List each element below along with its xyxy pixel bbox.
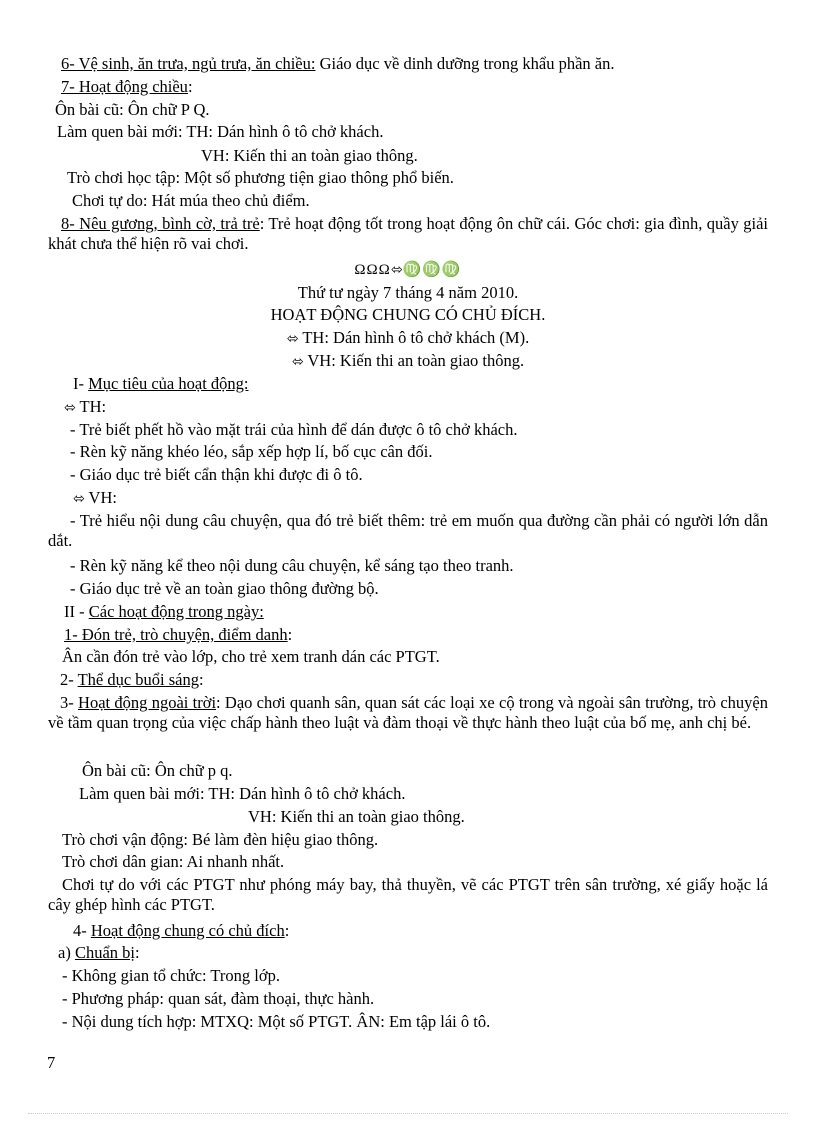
preparation-colon: : xyxy=(135,943,140,962)
objectives-th-label xyxy=(64,397,106,418)
objectives-th-1: - Trẻ biết phết hồ vào mặt trái của hình để dán được ô tô chở khách. xyxy=(70,420,518,439)
activities-heading-text: Các hoạt động trong ngày: xyxy=(88,602,264,621)
day-date: Thứ tư ngày 7 tháng 4 năm 2010. xyxy=(297,283,519,302)
activity-3-title: Hoạt động ngoài trời xyxy=(78,693,217,712)
objectives-th-text: TH: xyxy=(75,397,107,416)
section-6-heading: 6- Vệ sinh, ăn trưa, ngủ trưa, ăn chiều: xyxy=(61,54,316,73)
outdoor-new-lesson: Làm quen bài mới: TH: Dán hình ô tô chở khách. xyxy=(79,784,406,803)
outdoor-free-play: Chơi tự do với các PTGT như phóng máy bay, thả thuyền, vẽ các PTGT trên sân trường, xé giấy hoặc lá cây ghép hình các PTGT. xyxy=(48,875,768,914)
objectives-vh-1: - Trẻ hiểu nội dung câu chuyện, qua đó trẻ biết thêm: trẻ em muốn qua đường cần phải có người lớn dẫn dắt. xyxy=(48,511,768,550)
section-8 xyxy=(48,214,768,254)
outdoor-review: Ôn bài cũ: Ôn chữ p q. xyxy=(82,761,233,780)
afternoon-free-play: Chơi tự do: Hát múa theo chủ điểm. xyxy=(72,191,310,210)
preparation-1: - Không gian tổ chức: Trong lớp. xyxy=(62,966,280,985)
page-bottom-divider xyxy=(28,1113,788,1114)
section-8-text: : Trẻ hoạt động tốt trong hoạt động ôn chữ cái. Góc chơi: gia đình, quầy giải khát chưa thể hiện rõ vai chơi. xyxy=(48,214,769,253)
activity-4-number: 4- xyxy=(73,921,91,940)
objectives-th-3: - Giáo dục trẻ biết cẩn thận khi được đi ô tô. xyxy=(70,465,363,484)
objectives-heading xyxy=(73,374,249,394)
virgo-symbols: ♍♍♍ xyxy=(402,262,462,278)
double-arrow-icon: ⬄ xyxy=(286,331,299,347)
activities-heading-number: II - xyxy=(64,602,89,621)
activity-1-heading xyxy=(64,625,292,645)
preparation-title: Chuẩn bị xyxy=(74,943,135,962)
section-7 xyxy=(61,77,193,97)
afternoon-learning-game: Trò chơi học tập: Một số phương tiện giao thông phổ biến. xyxy=(67,168,454,187)
section-6-text: Giáo dục về dinh dưỡng trong khẩu phần ăn. xyxy=(315,54,615,73)
objectives-vh-text: VH: xyxy=(84,488,117,507)
activity-1-colon: : xyxy=(287,625,293,644)
double-arrow-icon: ⬄ xyxy=(73,491,85,507)
section-8-heading: 8- Nêu gương, bình cờ, trả trẻ xyxy=(61,214,260,233)
activity-2-heading xyxy=(60,670,204,690)
outdoor-new-lesson-vh: VH: Kiến thi an toàn giao thông. xyxy=(248,807,465,826)
omega-symbols: ΩΩΩ xyxy=(354,262,391,278)
activity-2-colon: : xyxy=(199,670,204,689)
double-arrow-icon: ⬄ xyxy=(64,400,76,416)
section-7-heading: 7- Hoạt động chiều xyxy=(61,77,188,96)
day-th-text: TH: Dán hình ô tô chở khách (M). xyxy=(298,328,530,347)
outdoor-motor-game: Trò chơi vận động: Bé làm đèn hiệu giao thông. xyxy=(62,830,379,849)
activity-3-number: 3- xyxy=(60,693,79,712)
day-vh xyxy=(0,351,816,372)
double-arrow-icon: ⬄ xyxy=(291,354,304,370)
objectives-th-2: - Rèn kỹ năng khéo léo, sắp xếp hợp lí, bố cục cân đối. xyxy=(70,442,433,461)
preparation-2: - Phương pháp: quan sát, đàm thoại, thực hành. xyxy=(62,989,375,1008)
objectives-vh-label xyxy=(73,488,117,509)
activity-2-number: 2- xyxy=(60,670,78,689)
activities-heading xyxy=(64,602,264,622)
activity-1-title: 1- Đón trẻ, trò chuyện, điểm danh xyxy=(64,625,288,644)
day-th xyxy=(0,328,816,349)
activity-4-colon: : xyxy=(284,921,290,940)
preparation-heading xyxy=(58,943,140,963)
day-vh-text: VH: Kiến thi an toàn giao thông. xyxy=(303,351,525,370)
double-arrow-icon: ⬄ xyxy=(390,262,403,278)
afternoon-new-lesson-vh: VH: Kiến thi an toàn giao thông. xyxy=(201,146,418,165)
activity-1-text: Ân cần đón trẻ vào lớp, cho trẻ xem tranh dán các PTGT. xyxy=(62,647,440,666)
section-7-colon: : xyxy=(187,77,193,96)
afternoon-new-lesson: Làm quen bài mới: TH: Dán hình ô tô chở khách. xyxy=(57,122,384,141)
symbol-divider xyxy=(0,259,816,280)
activity-3 xyxy=(48,693,768,733)
preparation-3: - Nội dung tích hợp: MTXQ: Một số PTGT. ÂN: Em tập lái ô tô. xyxy=(62,1012,491,1031)
page-number: 7 xyxy=(47,1053,56,1072)
objectives-heading-text: Mục tiêu của hoạt động: xyxy=(88,374,249,393)
outdoor-folk-game: Trò chơi dân gian: Ai nhanh nhất. xyxy=(62,852,285,871)
activity-3-text: : Dạo chơi quanh sân, quan sát các loại xe cộ trong và ngoài sân trường, trò chuyện về tầm quan trọng của việc chấp hành theo luật và đàm thoại về thực hành theo luật của bố mẹ, anh chị bé. xyxy=(48,693,768,732)
activity-2-title: Thể dục buổi sáng xyxy=(77,670,200,689)
afternoon-review: Ôn bài cũ: Ôn chữ P Q. xyxy=(55,100,210,119)
day-title: HOẠT ĐỘNG CHUNG CÓ CHỦ ĐÍCH. xyxy=(270,305,546,324)
activity-4-title: Hoạt động chung có chủ đích xyxy=(90,921,285,940)
objectives-vh-2: - Rèn kỹ năng kể theo nội dung câu chuyện, kể sáng tạo theo tranh. xyxy=(70,556,514,575)
activity-4-heading xyxy=(73,921,289,941)
objectives-vh-3: - Giáo dục trẻ về an toàn giao thông đường bộ. xyxy=(70,579,379,598)
objectives-heading-number: I- xyxy=(73,374,89,393)
preparation-number: a) xyxy=(58,943,75,962)
section-6 xyxy=(61,54,615,74)
